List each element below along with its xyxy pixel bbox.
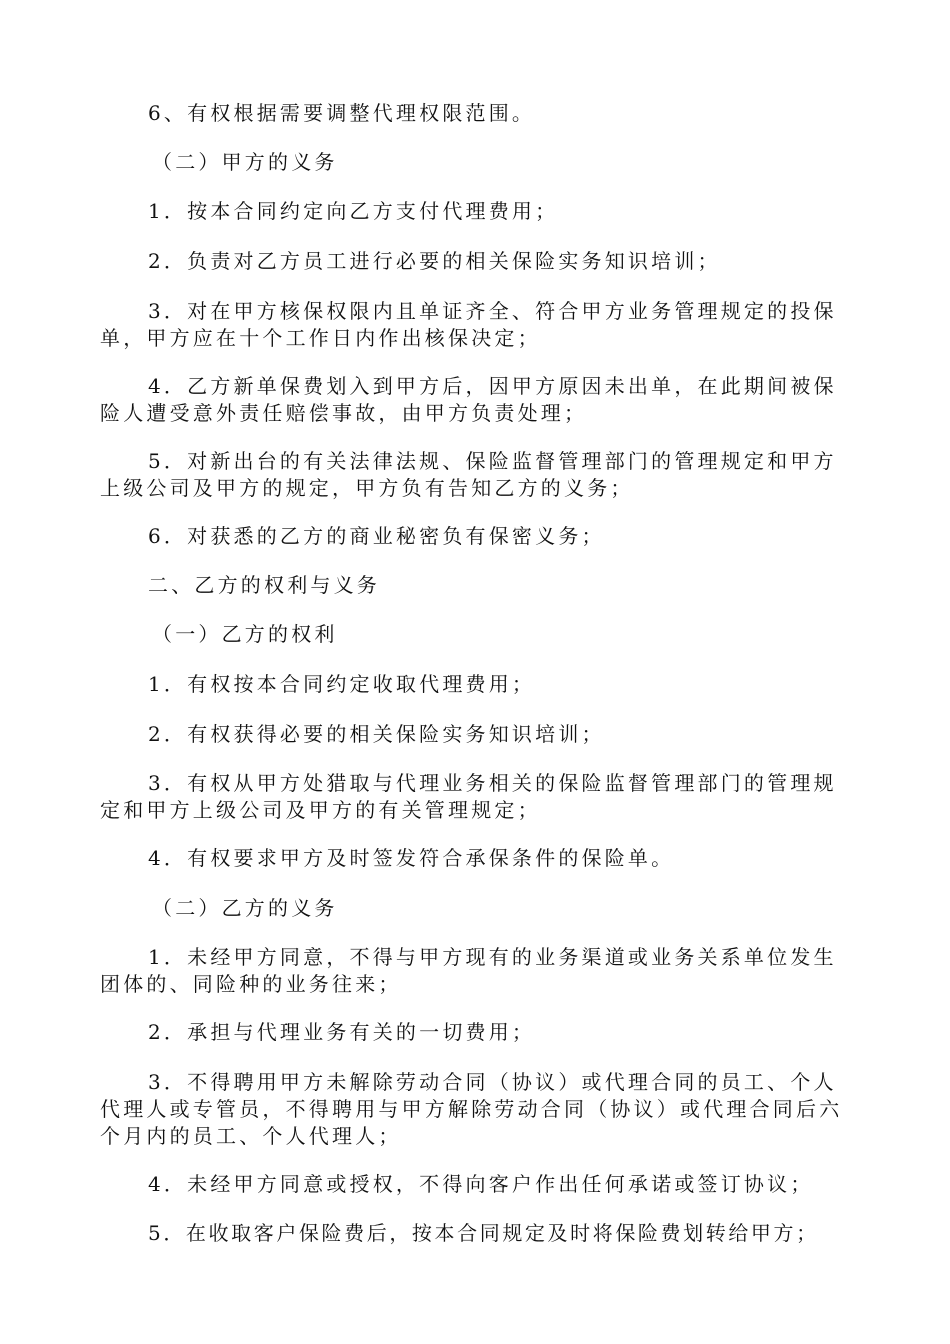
paragraph: 3．不得聘用甲方未解除劳动合同（协议）或代理合同的员工、个人代理人或专管员，不得聘用与甲方解除劳动合同（协议）或代理合同后六个月内的员工、个人代理人； <box>100 1070 843 1148</box>
section-heading: （一）乙方的权利 <box>152 622 338 646</box>
section-heading: 二、乙方的权利与义务 <box>148 573 380 597</box>
paragraph: 4．有权要求甲方及时签发符合承保条件的保险单。 <box>148 846 675 870</box>
section-heading: （二）乙方的义务 <box>152 896 338 920</box>
paragraph: 1．按本合同约定向乙方支付代理费用； <box>148 199 559 223</box>
paragraph: 5．在收取客户保险费后，按本合同规定及时将保险费划转给甲方； <box>148 1221 819 1245</box>
paragraph: 4．未经甲方同意或授权，不得向客户作出任何承诺或签订协议； <box>148 1172 814 1196</box>
paragraph: 1．有权按本合同约定收取代理费用； <box>148 672 536 696</box>
paragraph: 3．对在甲方核保权限内且单证齐全、符合甲方业务管理规定的投保单，甲方应在十个工作日内作出核保决定； <box>100 299 837 350</box>
paragraph: 2．有权获得必要的相关保险实务知识培训； <box>148 722 605 746</box>
paragraph: 4．乙方新单保费划入到甲方后，因甲方原因未出单，在此期间被保险人遭受意外责任赔偿事故，由甲方负责处理； <box>100 374 837 425</box>
paragraph: 2．负责对乙方员工进行必要的相关保险实务知识培训； <box>148 249 721 273</box>
paragraph: 5．对新出台的有关法律法规、保险监督管理部门的管理规定和甲方上级公司及甲方的规定，甲方负有告知乙方的义务； <box>100 449 837 500</box>
section-heading: （二）甲方的义务 <box>152 150 338 174</box>
paragraph: 6、有权根据需要调整代理权限范围。 <box>148 101 536 125</box>
paragraph: 1．未经甲方同意，不得与甲方现有的业务渠道或业务关系单位发生团体的、同险种的业务往来； <box>100 945 837 996</box>
paragraph: 2．承担与代理业务有关的一切费用； <box>148 1020 536 1044</box>
paragraph: 3．有权从甲方处猎取与代理业务相关的保险监督管理部门的管理规定和甲方上级公司及甲方的有关管理规定； <box>100 771 837 822</box>
paragraph: 6．对获悉的乙方的商业秘密负有保密义务； <box>148 524 605 548</box>
